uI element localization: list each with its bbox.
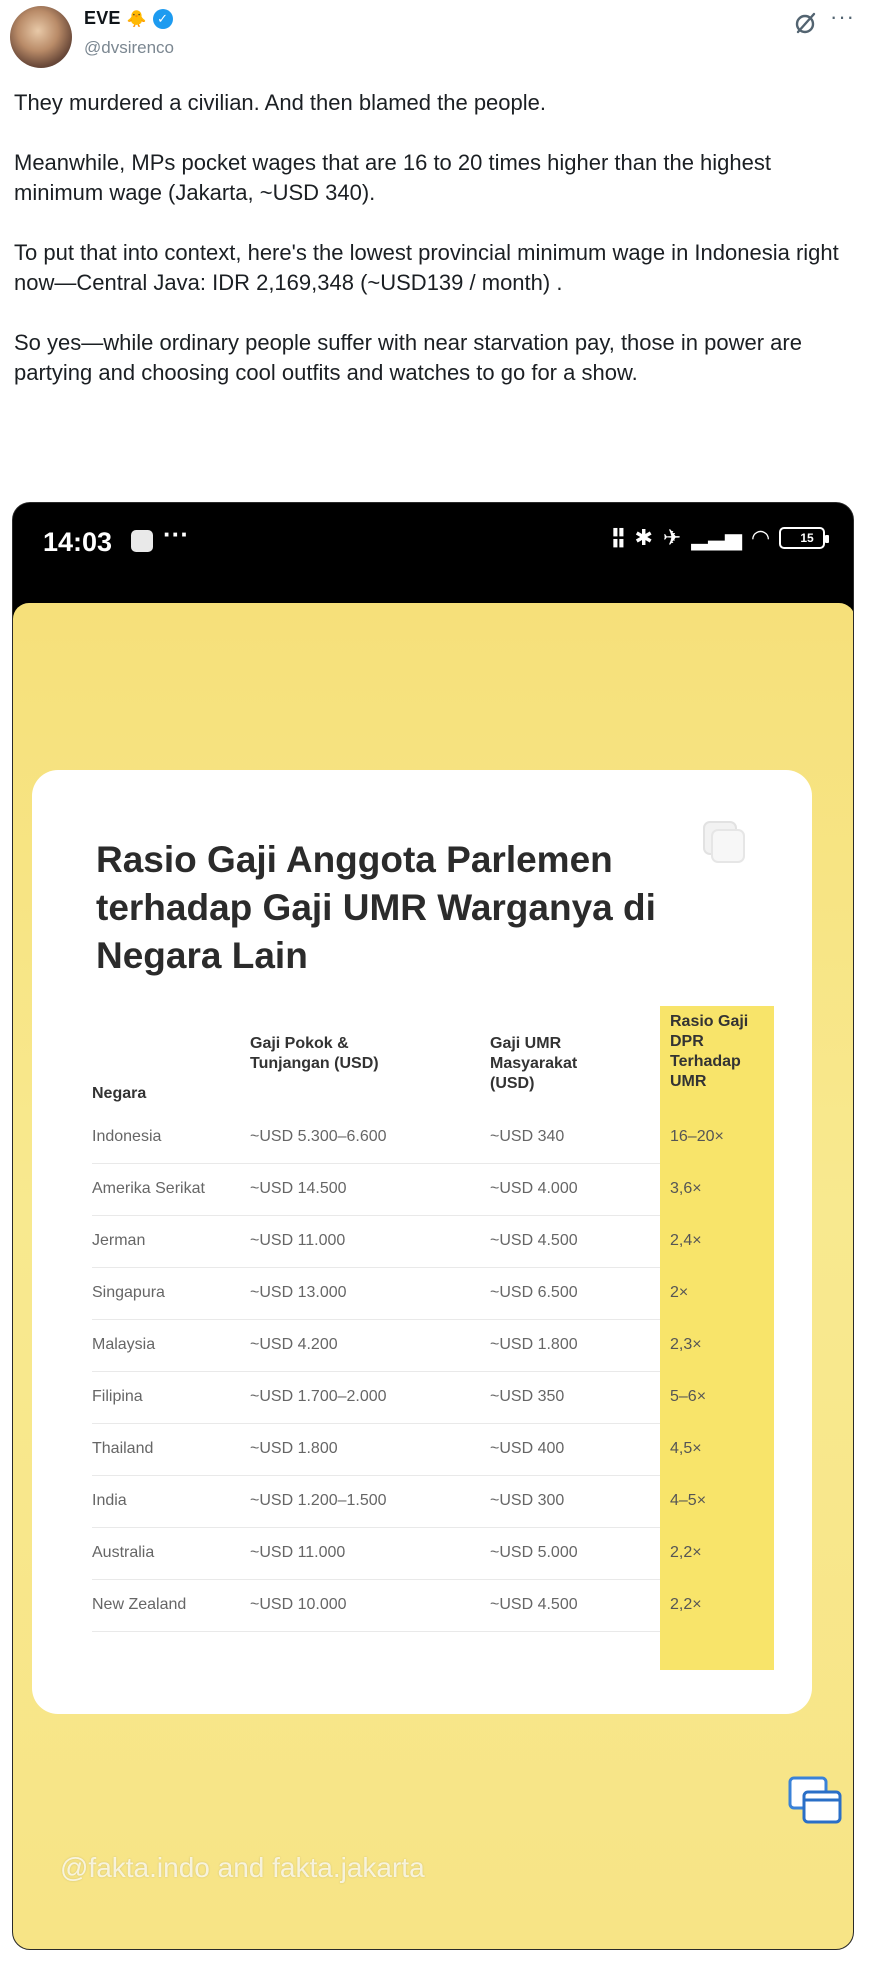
salary-cell: ~USD 1.200–1.500: [250, 1492, 387, 1509]
ratio-cell: 2,2×: [670, 1596, 702, 1613]
country-cell: Malaysia: [92, 1336, 156, 1353]
salary-cell: ~USD 11.000: [250, 1232, 346, 1249]
umr-cell: ~USD 1.800: [490, 1336, 578, 1353]
grok-icon[interactable]: [792, 10, 818, 36]
author-name[interactable]: EVE: [84, 8, 121, 28]
avatar[interactable]: [10, 6, 72, 68]
status-time: 14:03: [43, 527, 113, 557]
ratio-cell: 2,2×: [670, 1544, 702, 1561]
ratio-cell: 2,3×: [670, 1336, 702, 1353]
salary-cell: ~USD 13.000: [250, 1284, 347, 1301]
table-row: [92, 1580, 660, 1632]
table-row: [92, 1372, 660, 1424]
watermark: @fakta.indo and fakta.jakarta: [60, 1852, 425, 1883]
tweet-paragraph: They murdered a civilian. And then blamed the people.: [14, 90, 546, 115]
salary-cell: ~USD 5.300–6.600: [250, 1128, 387, 1145]
verified-badge-icon: ✓: [153, 9, 173, 29]
country-cell: Australia: [92, 1544, 155, 1561]
salary-cell: ~USD 1.800: [250, 1440, 338, 1457]
notification-icon: [131, 530, 153, 552]
table-row: [92, 1476, 660, 1528]
umr-cell: ~USD 4.500: [490, 1232, 578, 1249]
salary-cell: ~USD 4.200: [250, 1336, 338, 1353]
ratio-cell: 5–6×: [670, 1388, 707, 1405]
battery-icon: [779, 527, 825, 549]
network-speed-icon: ▮▮ ▮▮: [612, 526, 625, 549]
bluetooth-icon: ✱: [634, 525, 653, 550]
table-row: [92, 1216, 660, 1268]
tweet-paragraph: Meanwhile, MPs pocket wages that are 16 to 20 times higher than the highest minimum wage (Jakarta, ~USD 340).: [14, 150, 771, 205]
umr-cell: ~USD 5.000: [490, 1544, 578, 1561]
picture-in-picture-icon[interactable]: [788, 1774, 842, 1826]
country-cell: Filipina: [92, 1388, 143, 1405]
ratio-cell: 2,4×: [670, 1232, 702, 1249]
umr-cell: ~USD 6.500: [490, 1284, 578, 1301]
header-umr: Gaji UMR Masyarakat (USD): [490, 1035, 578, 1092]
country-cell: New Zealand: [92, 1596, 187, 1613]
phone-status-bar: [13, 503, 854, 603]
ratio-cell: 2×: [670, 1284, 689, 1301]
tweet-text: [14, 88, 844, 418]
table-row: [92, 1112, 660, 1164]
wage-ratio-card: [32, 770, 812, 1714]
author-handle[interactable]: @dvsirenco: [84, 38, 175, 57]
country-cell: Indonesia: [92, 1128, 162, 1145]
umr-cell: ~USD 400: [490, 1440, 565, 1457]
umr-cell: ~USD 340: [490, 1128, 565, 1145]
table-row: [92, 1320, 660, 1372]
country-cell: Thailand: [92, 1440, 154, 1457]
country-cell: India: [92, 1492, 127, 1509]
salary-cell: ~USD 1.700–2.000: [250, 1388, 387, 1405]
header-country: Negara: [92, 1085, 147, 1102]
more-icon[interactable]: ···: [830, 4, 855, 29]
status-icons: [612, 525, 825, 551]
table-row: [92, 1424, 660, 1476]
salary-cell: ~USD 11.000: [250, 1544, 346, 1561]
mute-icon: ✈: [662, 525, 682, 550]
ratio-cell: 3,6×: [670, 1180, 702, 1197]
card-title: Rasio Gaji Anggota Parlemen terhadap Gaji UMR Warganya di Negara Lain: [96, 839, 656, 976]
salary-cell: ~USD 14.500: [250, 1180, 347, 1197]
header-ratio: Rasio Gaji DPR Terhadap UMR: [670, 1013, 749, 1090]
battery-level: 15: [800, 531, 814, 545]
table-row: [92, 1528, 660, 1580]
author-name-row: [84, 8, 173, 29]
umr-cell: ~USD 4.000: [490, 1180, 578, 1197]
ratio-cell: 4,5×: [670, 1440, 702, 1457]
country-cell: Jerman: [92, 1232, 146, 1249]
country-cell: Amerika Serikat: [92, 1180, 205, 1197]
table-row: [92, 1164, 660, 1216]
umr-cell: ~USD 4.500: [490, 1596, 578, 1613]
ratio-cell: 16–20×: [670, 1128, 724, 1145]
signal-icon: ▂▃▅: [691, 525, 743, 550]
table-row: [92, 1268, 660, 1320]
ratio-cell: 4–5×: [670, 1492, 707, 1509]
tweet-paragraph: To put that into context, here's the lowest provincial minimum wage in Indonesia right now—Central Java: IDR 2,169,348 (~USD139 / month) .: [14, 240, 839, 295]
salary-cell: ~USD 10.000: [250, 1596, 347, 1613]
umr-cell: ~USD 300: [490, 1492, 565, 1509]
wifi-icon: ◠: [752, 525, 769, 550]
chick-emoji: 🐥: [126, 10, 147, 28]
umr-cell: ~USD 350: [490, 1388, 565, 1405]
tweet-header: [0, 0, 886, 78]
status-more-dots: ···: [163, 519, 189, 549]
header-salary: Gaji Pokok & Tunjangan (USD): [250, 1035, 379, 1072]
country-cell: Singapura: [92, 1284, 165, 1301]
tweet-paragraph: So yes—while ordinary people suffer with near starvation pay, those in power are partying and choosing cool outfits and watches to go for a show.: [14, 330, 802, 385]
